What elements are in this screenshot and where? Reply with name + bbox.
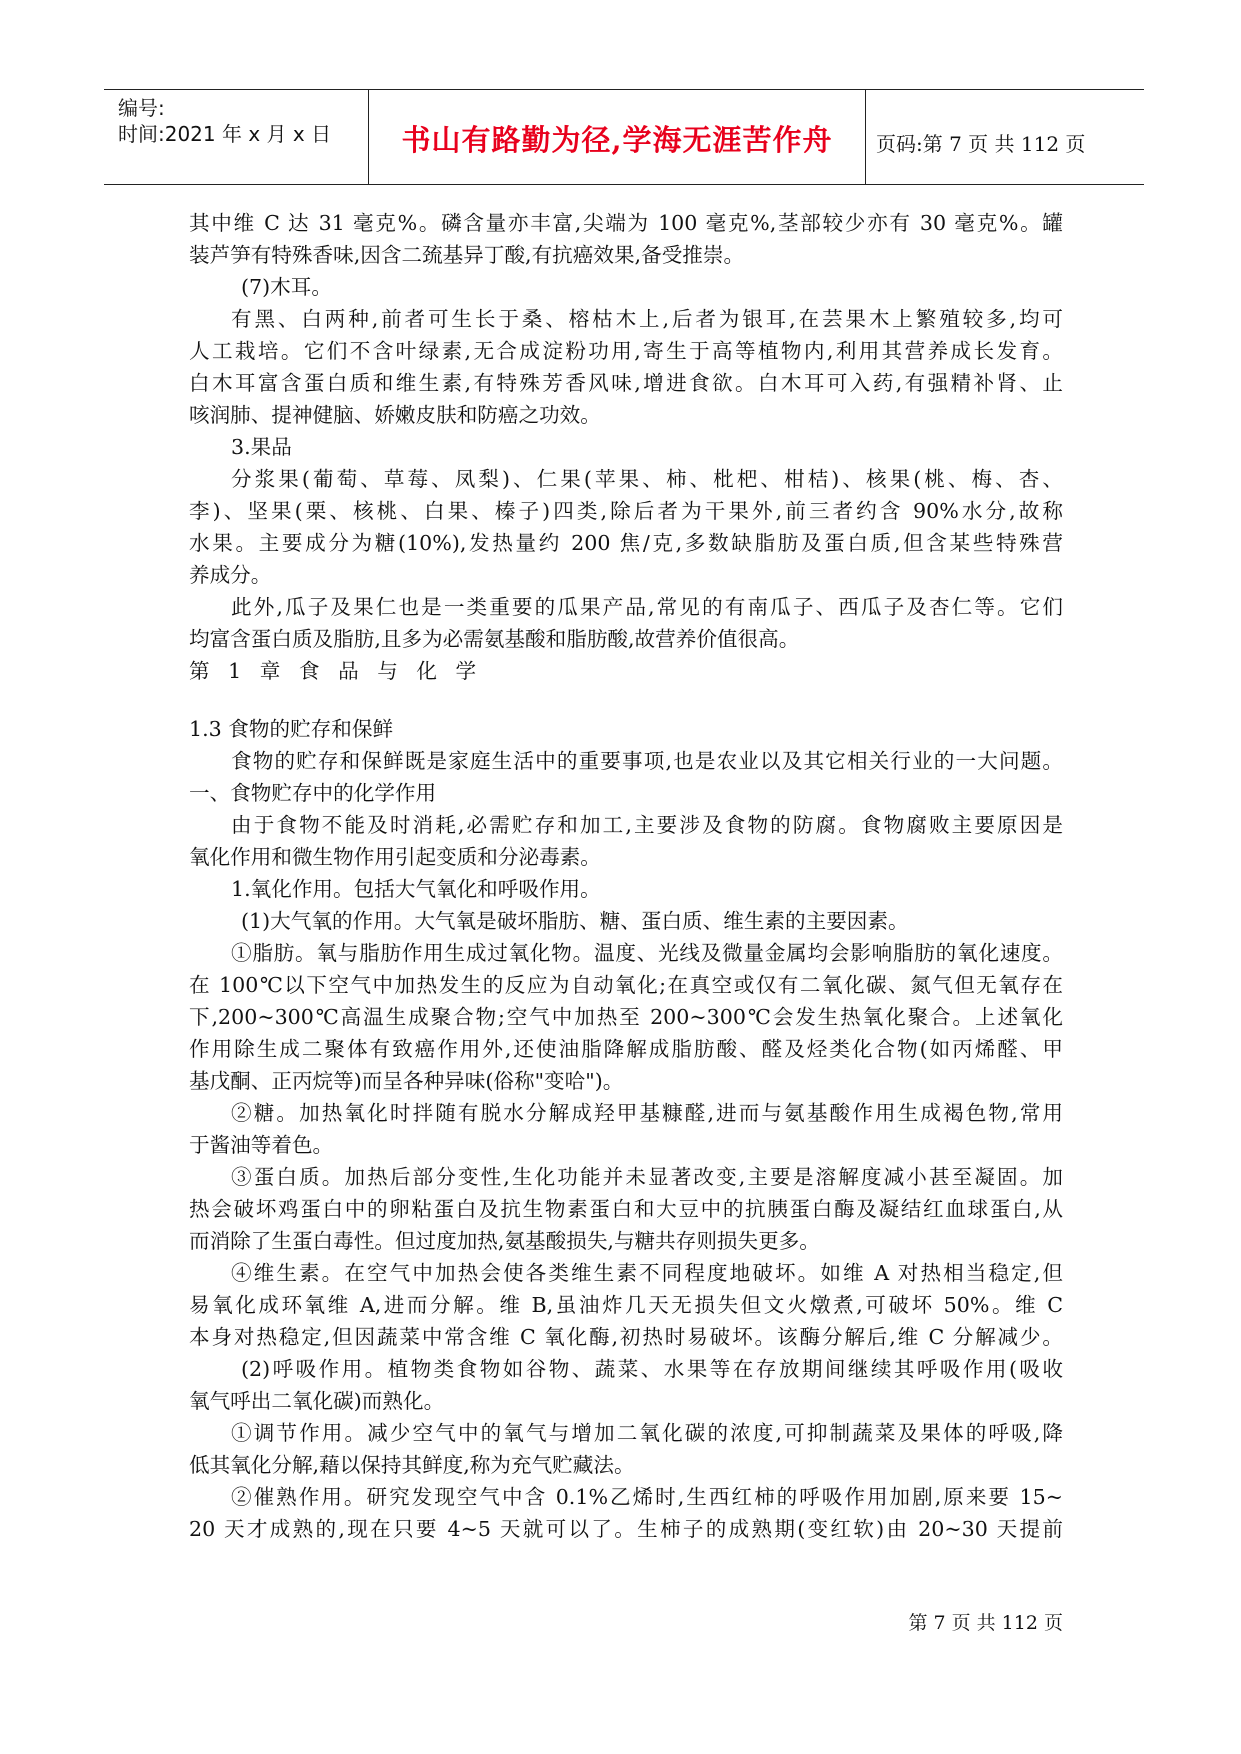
body-line: (7)木耳。 [241,275,332,299]
document-code-label: 编号: [118,96,165,120]
document-body [189,207,1063,1545]
body-line: 氧气呼出二氧化碳)而熟化。 [189,1389,445,1413]
body-line: 养成分。 [189,563,272,587]
body-line: 有黑、白两种,前者可生长于桑、榕枯木上,后者为银耳,在芸果木上繁殖较多,均可 [231,307,1063,331]
body-line: 其中维 C 达 31 毫克%。磷含量亦丰富,尖端为 100 毫克%,茎部较少亦有 30 毫克%。罐 [189,211,1063,235]
body-line: 水果。主要成分为糖(10%),发热量约 200 焦/克,多数缺脂肪及蛋白质,但含某些特殊营 [189,531,1063,555]
body-line: 低其氧化分解,藉以保持其鲜度,称为充气贮藏法。 [189,1453,635,1477]
header-motto: 书山有路勤为径,学海无涯苦作舟 [401,123,833,157]
body-line: 由于食物不能及时消耗,必需贮存和加工,主要涉及食物的防腐。食物腐败主要原因是 [231,813,1063,837]
body-line: 食物的贮存和保鲜既是家庭生活中的重要事项,也是农业以及其它相关行业的一大问题。 [231,749,1063,773]
body-line: 1.3 食物的贮存和保鲜 [189,717,394,741]
body-line: 热会破坏鸡蛋白中的卵粘蛋白及抗生物素蛋白和大豆中的抗胰蛋白酶及凝结红血球蛋白,从 [189,1197,1063,1221]
body-line: 1.氧化作用。包括大气氧化和呼吸作用。 [231,877,601,901]
header-page-code: 页码:第 7 页 共 112 页 [876,132,1086,156]
body-line: 分浆果(葡萄、草莓、凤梨)、仁果(苹果、柿、枇杷、柑桔)、核果(桃、梅、杏、 [231,467,1063,491]
body-line: 咳润肺、提神健脑、娇嫩皮肤和防癌之功效。 [189,403,601,427]
body-line [189,687,1063,713]
page-header [104,89,1144,185]
body-line: 于酱油等着色。 [189,1133,334,1157]
body-line: 氧化作用和微生物作用引起变质和分泌毒素。 [189,845,601,869]
header-motto-cell [368,90,866,184]
document-time-label: 时间:2021 年 x 月 x 日 [118,122,332,146]
body-line: 20 天才成熟的,现在只要 4~5 天就可以了。生柿子的成熟期(变红软)由 20~30 天提前 [189,1517,1063,1541]
body-line: (1)大气氧的作用。大气氧是破坏脂肪、糖、蛋白质、维生素的主要因素。 [241,909,909,933]
body-line: 3.果品 [231,435,292,459]
body-line: ②催熟作用。研究发现空气中含 0.1%乙烯时,生西红柿的呼吸作用加剧,原来要 15~ [231,1485,1063,1509]
body-line: 一、食物贮存中的化学作用 [189,781,437,805]
body-line: 而消除了生蛋白毒性。但过度加热,氨基酸损失,与糖共存则损失更多。 [189,1229,820,1253]
body-line: (2)呼吸作用。植物类食物如谷物、蔬菜、水果等在存放期间继续其呼吸作用(吸收 [241,1357,1063,1381]
body-line: 第 1 章 食 品 与 化 学 [189,659,483,683]
body-line: ④维生素。在空气中加热会使各类维生素不同程度地破坏。如维 A 对热相当稳定,但 [231,1261,1063,1285]
body-line: 均富含蛋白质及脂肪,且多为必需氨基酸和脂肪酸,故营养价值很高。 [189,627,800,651]
body-line: 下,200~300℃高温生成聚合物;空气中加热至 200~300℃会发生热氧化聚合。上述氧化 [189,1005,1063,1029]
body-line: 此外,瓜子及果仁也是一类重要的瓜果产品,常见的有南瓜子、西瓜子及杏仁等。它们 [231,595,1063,619]
body-line: ③蛋白质。加热后部分变性,生化功能并未显著改变,主要是溶解度减小甚至凝固。加 [231,1165,1063,1189]
body-line: 易氧化成环氧维 A,进而分解。维 B,虽油炸几天无损失但文火燉煮,可破坏 50%。维 C [189,1293,1063,1317]
body-line: ①脂肪。氧与脂肪作用生成过氧化物。温度、光线及微量金属均会影响脂肪的氧化速度。 [231,941,1063,965]
body-line: 白木耳富含蛋白质和维生素,有特殊芳香风味,增进食欲。白木耳可入药,有强精补肾、止 [189,371,1063,395]
body-line: 在 100℃以下空气中加热发生的反应为自动氧化;在真空或仅有二氧化碳、氮气但无氧存在 [189,973,1063,997]
header-meta-cell [104,90,368,184]
body-line: 李)、坚果(栗、核桃、白果、榛子)四类,除后者为干果外,前三者约含 90%水分,故称 [189,499,1063,523]
page-footer-number: 第 7 页 共 112 页 [908,1612,1063,1634]
header-page-cell [866,90,1144,184]
body-line: 人工栽培。它们不含叶绿素,无合成淀粉功用,寄生于高等植物内,利用其营养成长发育。 [189,339,1063,363]
body-line: 本身对热稳定,但因蔬菜中常含维 C 氧化酶,初热时易破坏。该酶分解后,维 C 分解减少。 [189,1325,1063,1349]
body-line: ①调节作用。减少空气中的氧气与增加二氧化碳的浓度,可抑制蔬菜及果体的呼吸,降 [231,1421,1063,1445]
body-line: 装芦笋有特殊香味,因含二巯基异丁酸,有抗癌效果,备受推崇。 [189,243,745,267]
body-line: 作用除生成二聚体有致癌作用外,还使油脂降解成脂肪酸、醛及烃类化合物(如丙烯醛、甲 [189,1037,1063,1061]
body-line: ②糖。加热氧化时拌随有脱水分解成羟甲基糠醛,进而与氨基酸作用生成褐色物,常用 [231,1101,1063,1125]
body-line: 基戊酮、正丙烷等)而呈各种异味(俗称"变哈")。 [189,1069,624,1093]
